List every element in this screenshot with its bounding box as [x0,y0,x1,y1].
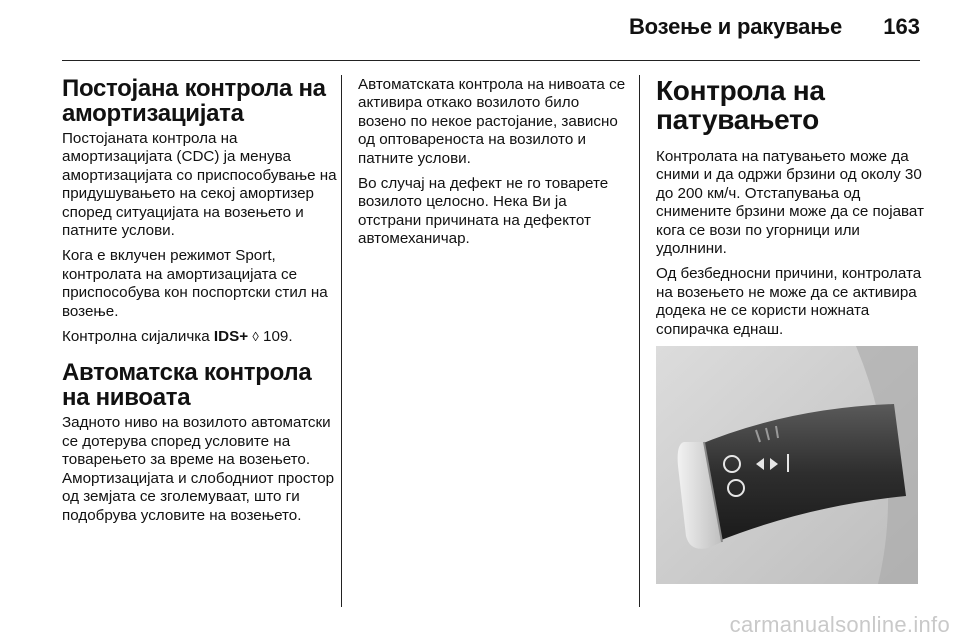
indicator-ref-page[interactable]: 109. [258,328,293,346]
page-number: 163 [883,14,920,39]
paragraph-cruise-safety: Од безбедносни причини, контролата на возењето не може да се активира додека не се користи ножната сопирачка еднаш. [656,265,922,338]
paragraph-rear-level: Задното ниво на возилото автоматски се дотерува според условите на товарењето за време на возењето. Амортизацијата и слободниот простор од земјата се зголемуваат, што ги подобрува условите на возењето. [62,414,335,524]
stalk-illustration-svg [656,346,918,584]
page-header [0,0,960,62]
column-divider-1 [341,75,342,607]
heading-cruise-control: Контрола на патувањето [656,75,825,135]
running-header-title: Возење и ракување [628,14,842,39]
paragraph-cruise-speed: Контролата на патувањето може да сними и да одржи брзини од околу 30 до 200 км/ч. Отстапувања од снимените брзини може да се појават кога се вози по угорници или удолнини. [656,148,924,258]
paragraph-sport-mode: Кога е вклучен режимот Sport, контролата на амортизацијата се приспособува кон поспортски стил на возење. [62,247,328,320]
column-left [62,76,338,532]
paragraph-indicator-ref [62,328,338,346]
column-divider-2 [639,75,640,607]
watermark: carmanualsonline.info [729,612,950,637]
indicator-ref-prefix: Контролна сијаличка [62,328,214,346]
heading-damping-control: Постојана контрола на амортизацијата [62,75,326,127]
header-rule [62,60,920,61]
paragraph-level-fault: Во случај на дефект не го товарете возилото целосно. Нека Ви ја отстрани причината на дефектот автомеханичар. [358,175,609,248]
cruise-control-stalk-illustration [656,346,918,584]
indicator-ids-label: IDS+ [213,328,249,346]
column-middle [358,76,628,256]
paragraph-level-activation: Автоматската контрола на нивоата се активира откако возилото било возено по некое растојание, зависно од оптовареноста на возилото и патните услови. [358,76,626,167]
heading-level-control: Автоматска контрола на нивоата [62,359,312,412]
page-ref-arrow-icon: ◊ [252,329,259,345]
column-right [656,76,928,346]
paragraph-cdc: Постојаната контрола на амортизацијата (CDC) ја менува амортизацијата со приспособување на придушувањето на секој амортизер според ситуацијата на возењето и патните услови. [62,130,337,240]
